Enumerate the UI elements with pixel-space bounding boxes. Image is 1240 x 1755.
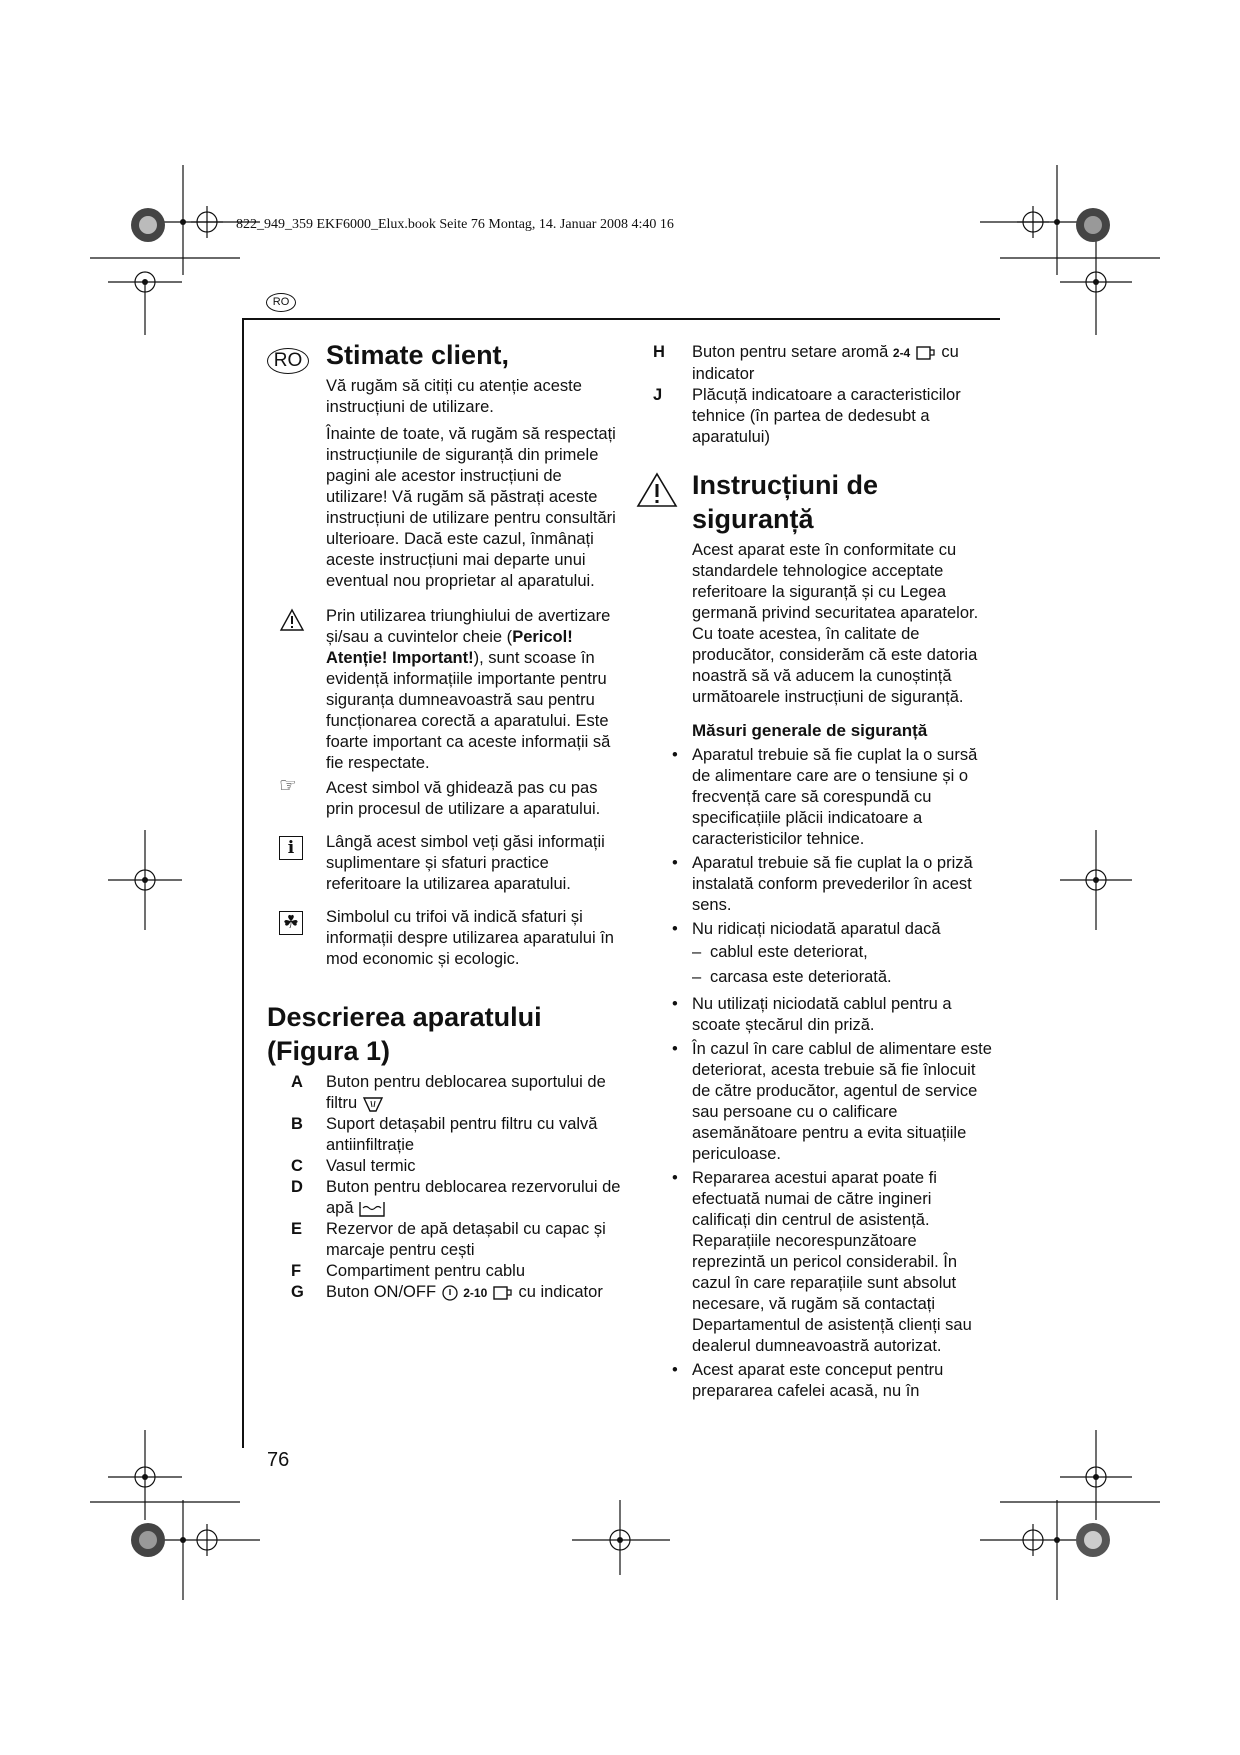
list-item: • Aparatul trebuie să fie cuplat la o priză instalată conform prevederilor în acest sens. [672, 854, 973, 914]
list-item: A Buton pentru deblocarea suportului de filtru [291, 1073, 606, 1112]
header-rule [242, 318, 1000, 320]
intro-paragraph-2: Înainte de toate, vă rugăm să respectați instrucțiunile de siguranță din primele pagini ale acestor instrucțiuni de utilizare! Vă rugăm să păstrați aceste instrucțiuni de utilizare pentru consultări ulterioare. Dacă este cazul, înmânați aceste instrucțiuni mai departe unui eventual nou proprietar al aparatului. [326, 425, 616, 590]
pointing-hand-icon: ☞ [279, 775, 297, 797]
list-item: H Buton pentru setare aromă 2-4 cu indicator [653, 343, 959, 383]
warning-symbol-row [267, 606, 627, 774]
page-number: 76 [267, 1449, 290, 1471]
filter-holder-icon [362, 1095, 384, 1113]
hand-symbol-text: Acest simbol vă ghidează pas cu pas prin procesul de utilizare a aparatului. [326, 779, 601, 818]
left-column [267, 338, 627, 1304]
safety-subtitle: Măsuri generale de siguranță [692, 721, 928, 740]
water-tank-icon [358, 1200, 386, 1218]
clover-symbol-row [267, 907, 627, 970]
list-item: • Aparatul trebuie să fie cuplat la o sursă de alimentare care are o tensiune și o frecvență care să corespundă cu specificațiile plăcii indicatoare a caracteristicilor tehnice. [672, 746, 978, 848]
list-item: D Buton pentru deblocarea rezervorului de apă [291, 1178, 621, 1217]
list-item: G Buton ON/OFF 2-10 cu indicator [291, 1283, 603, 1301]
warning-triangle-icon [279, 608, 305, 632]
intro-paragraph-1: Vă rugăm să citiți cu atenție aceste instrucțiuni de utilizare. [326, 377, 582, 416]
info-symbol-row [267, 832, 627, 895]
description-list-continued [653, 342, 993, 448]
right-column [653, 342, 993, 1402]
margin-rule [242, 318, 244, 1448]
cup-icon [492, 1284, 514, 1302]
intro-title: Stimate client, [326, 340, 510, 370]
sub-list-item: – carcasa este deteriorată. [692, 968, 892, 986]
print-header: 822_949_359 EKF6000_Elux.book Seite 76 Montag, 14. Januar 2008 4:40 16 [236, 217, 674, 232]
hand-symbol-row [267, 775, 627, 820]
power-icon [441, 1284, 459, 1302]
description-title-line2: (Figura 1) [267, 1036, 391, 1066]
list-item: • Nu ridicați niciodată aparatul dacă [672, 920, 941, 938]
description-title-line1: Descrierea aparatului [267, 1002, 542, 1032]
list-item: F Compartiment pentru cablu [291, 1262, 526, 1280]
description-list [267, 1072, 627, 1304]
safety-title-line1: Instrucțiuni de [692, 470, 879, 500]
safety-bullet-list [653, 745, 993, 1402]
clover-symbol-text: Simbolul cu trifoi vă indică sfaturi și informații despre utilizarea aparatului în mod economic și ecologic. [326, 908, 614, 968]
aroma-range-label: 2-4 [892, 346, 911, 360]
list-item: • Nu utilizați niciodată cablul pentru a scoate ștecărul din priză. [672, 995, 952, 1034]
list-item: B Suport detașabil pentru filtru cu valvă antiinfiltrație [291, 1115, 598, 1154]
cup-icon [915, 344, 937, 362]
warning-triangle-icon [636, 472, 678, 508]
safety-heading [653, 468, 993, 536]
warning-symbol-text: Prin utilizarea triunghiului de avertizare și/sau a cuvintelor cheie (Pericol! Atenție! Important!), sunt scoase în evidență informațiile importante pentru siguranța dumneavoastră sau pentru funcționarea corectă a aparatului. Este foarte important ca aceste informații să fie respectate. [326, 607, 611, 772]
sub-list-item: – cablul este deteriorat, [692, 943, 868, 961]
list-item: E Rezervor de apă detașabil cu capac și marcaje pentru cești [291, 1220, 606, 1259]
list-item: • Repararea acestui aparat poate fi efectuată numai de către ingineri calificați din centrul de asistență. Reparațiile necorespunzătoare reprezintă un pericol considerabil. În cazul în care reparațiile sunt absolut necesare, vă rugăm să contactați Departamentul de asistență clienți sau dealerul dumneavoastră autorizat. [672, 1169, 972, 1355]
safety-intro: Acest aparat este în conformitate cu standardele tehnologice acceptate referitoare la siguranță și cu Legea germană privind securitatea aparatelor. Cu toate acestea, în calitate de producător, considerăm că este datoria noastră să vă aducem la cunoștință următoarele instrucțiuni de siguranță. [692, 541, 979, 706]
info-symbol-text: Lângă acest simbol veți găsi informații suplimentare și sfaturi practice referitoare la utilizarea aparatului. [326, 833, 605, 893]
safety-title-line2: siguranță [692, 504, 814, 534]
list-item: J Plăcuță indicatoare a caracteristicilor tehnice (în partea de dedesubt a aparatului) [653, 386, 961, 446]
list-item: • În cazul în care cablul de alimentare este deteriorat, acesta trebuie să fie înlocuit de către producător, agentul de service sau persoane cu o calificare asemănătoare pentru a evita situațiile periculoase. [672, 1040, 992, 1163]
info-icon: i [279, 836, 303, 860]
list-item: C Vasul termic [291, 1157, 416, 1175]
clover-icon: ☘ [279, 911, 303, 935]
cups-range-label: 2-10 [463, 1286, 488, 1300]
list-item: • Acest aparat este conceput pentru prepararea cafelei acasă, nu în [672, 1361, 944, 1400]
language-badge: RO [266, 293, 296, 312]
language-badge-large: RO [267, 348, 309, 374]
